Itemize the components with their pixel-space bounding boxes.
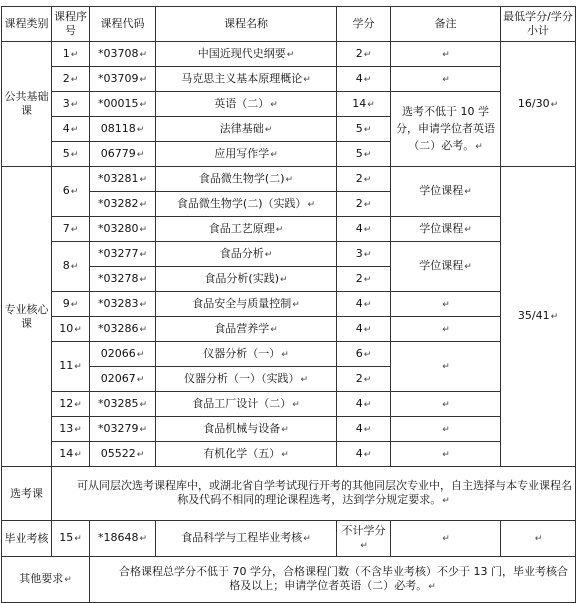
code-cell: 06779↵ bbox=[90, 142, 156, 167]
note-public-elective: 选考不低于 10 学分，申请学位者英语（二）必考。↵ bbox=[391, 92, 501, 167]
seq-cell: 10↵ bbox=[52, 317, 90, 342]
name-cell: 有机化学（五）↵ bbox=[156, 442, 337, 467]
table-row bbox=[2, 392, 576, 417]
credit-cell: 4↵ bbox=[337, 392, 391, 417]
note-cell: ↵ bbox=[391, 442, 501, 467]
credit-cell: 2↵ bbox=[337, 367, 391, 392]
code-cell: 05522↵ bbox=[90, 442, 156, 467]
table-row bbox=[2, 42, 576, 67]
header-note: 备注 bbox=[391, 7, 501, 42]
credit-cell: 5↵ bbox=[337, 142, 391, 167]
code-cell: *03285↵ bbox=[90, 392, 156, 417]
note-cell: ↵ bbox=[391, 292, 501, 317]
seq-cell: 14↵ bbox=[52, 442, 90, 467]
seq-cell: 15↵ bbox=[52, 521, 90, 557]
code-cell: *03282↵ bbox=[90, 192, 156, 217]
code-cell: *03277↵ bbox=[90, 242, 156, 267]
seq-cell: 5↵ bbox=[52, 142, 90, 167]
credit-cell: 2↵ bbox=[337, 167, 391, 192]
credit-cell: 4↵ bbox=[337, 292, 391, 317]
course-plan-table bbox=[1, 6, 576, 603]
name-cell: 应用写作学↵ bbox=[156, 142, 337, 167]
note-cell: ↵ bbox=[391, 521, 501, 557]
name-cell: 食品机械与设备↵ bbox=[156, 417, 337, 442]
code-cell: *18648↵ bbox=[90, 521, 156, 557]
note-cell: ↵ bbox=[391, 392, 501, 417]
code-cell: *03280↵ bbox=[90, 217, 156, 242]
name-cell: 食品营养学↵ bbox=[156, 317, 337, 342]
name-cell: 食品分析(实践)↵ bbox=[156, 267, 337, 292]
seq-cell: 3↵ bbox=[52, 92, 90, 117]
name-cell: 食品科学与工程毕业考核↵ bbox=[156, 521, 337, 557]
name-cell: 英语（二）↵ bbox=[156, 92, 337, 117]
header-row bbox=[2, 7, 576, 42]
credit-cell: 4↵ bbox=[337, 417, 391, 442]
note-cell: ↵ bbox=[391, 317, 501, 342]
table-row bbox=[2, 342, 576, 367]
note-cell: ↵ bbox=[391, 342, 501, 392]
note-degree: 学位课程↵ bbox=[391, 167, 501, 217]
header-name: 课程名称 bbox=[156, 7, 337, 42]
note-cell: ↵ bbox=[391, 417, 501, 442]
graduation-row bbox=[2, 521, 576, 557]
credit-cell: 4↵ bbox=[337, 67, 391, 92]
code-cell: *03283↵ bbox=[90, 292, 156, 317]
name-cell: 马克思主义基本原理概论↵ bbox=[156, 67, 337, 92]
table-row bbox=[2, 317, 576, 342]
credit-cell: 2↵ bbox=[337, 192, 391, 217]
note-degree: 学位课程↵ bbox=[391, 217, 501, 242]
seq-cell: 13↵ bbox=[52, 417, 90, 442]
table-row bbox=[2, 417, 576, 442]
seq-cell: 8↵ bbox=[52, 242, 90, 292]
note-degree: 学位课程↵ bbox=[391, 242, 501, 292]
note-cell: ↵ bbox=[391, 42, 501, 67]
other-row bbox=[2, 557, 576, 603]
min-credit-major: 35/41↵ bbox=[501, 167, 576, 467]
credit-cell: 4↵ bbox=[337, 442, 391, 467]
table-row bbox=[2, 92, 576, 117]
name-cell: 食品安全与质量控制↵ bbox=[156, 292, 337, 317]
seq-cell: 4↵ bbox=[52, 117, 90, 142]
name-cell: 食品工厂设计（二）↵ bbox=[156, 392, 337, 417]
table-row bbox=[2, 242, 576, 267]
name-cell: 食品分析↵ bbox=[156, 242, 337, 267]
code-cell: 02066↵ bbox=[90, 342, 156, 367]
seq-cell: 7↵ bbox=[52, 217, 90, 242]
code-cell: *00015↵ bbox=[90, 92, 156, 117]
min-credit-public: 16/30↵ bbox=[501, 42, 576, 167]
header-min-credit: 最低学分/学分小计 bbox=[501, 7, 576, 42]
code-cell: *03278↵ bbox=[90, 267, 156, 292]
code-cell: *03279↵ bbox=[90, 417, 156, 442]
category-elective: 选考课 bbox=[2, 467, 52, 521]
credit-cell: 6↵ bbox=[337, 342, 391, 367]
seq-cell: 9↵ bbox=[52, 292, 90, 317]
category-major: 专业核心课 bbox=[2, 167, 52, 467]
credit-cell: 不计学分↵ bbox=[337, 521, 391, 557]
seq-cell: 11↵ bbox=[52, 342, 90, 392]
name-cell: 法律基础↵ bbox=[156, 117, 337, 142]
name-cell: 食品微生物学(二)↵ bbox=[156, 167, 337, 192]
name-cell: 食品微生物学(二)（实践）↵ bbox=[156, 192, 337, 217]
name-cell: 仪器分析（一）（实践）↵ bbox=[156, 367, 337, 392]
header-code: 课程代码 bbox=[90, 7, 156, 42]
code-cell: *03281↵ bbox=[90, 167, 156, 192]
table-row bbox=[2, 442, 576, 467]
table-row bbox=[2, 292, 576, 317]
table-row bbox=[2, 217, 576, 242]
elective-row bbox=[2, 467, 576, 521]
credit-cell: 3↵ bbox=[337, 242, 391, 267]
credit-cell: 2↵ bbox=[337, 267, 391, 292]
seq-cell: 12↵ bbox=[52, 392, 90, 417]
code-cell: 08118↵ bbox=[90, 117, 156, 142]
seq-cell: 2↵ bbox=[52, 67, 90, 92]
credit-cell: 5↵ bbox=[337, 117, 391, 142]
name-cell: 中国近现代史纲要↵ bbox=[156, 42, 337, 67]
name-cell: 仪器分析（一）↵ bbox=[156, 342, 337, 367]
min-credit-cell: ↵ bbox=[501, 521, 576, 557]
header-seq: 课程序号 bbox=[52, 7, 90, 42]
category-other: 其他要求↵ bbox=[2, 557, 90, 603]
table-row bbox=[2, 167, 576, 192]
note-cell: ↵ bbox=[391, 67, 501, 92]
seq-cell: 1↵ bbox=[52, 42, 90, 67]
other-text: 合格课程总学分不低于 70 学分，合格课程门数（不含毕业考核）不少于 13 门，毕业考核合格及以上；申请学位者英语（二）必考。↵ bbox=[90, 557, 576, 603]
code-cell: *03708↵ bbox=[90, 42, 156, 67]
table-row bbox=[2, 67, 576, 92]
credit-cell: 14↵ bbox=[337, 92, 391, 117]
category-graduation: 毕业考核 bbox=[2, 521, 52, 557]
code-cell: *03286↵ bbox=[90, 317, 156, 342]
header-category: 课程类别 bbox=[2, 7, 52, 42]
code-cell: *03709↵ bbox=[90, 67, 156, 92]
seq-cell: 6↵ bbox=[52, 167, 90, 217]
header-credit: 学分 bbox=[337, 7, 391, 42]
name-cell: 食品工艺原理↵ bbox=[156, 217, 337, 242]
credit-cell: 4↵ bbox=[337, 317, 391, 342]
credit-cell: 4↵ bbox=[337, 217, 391, 242]
category-public: 公共基础课 bbox=[2, 42, 52, 167]
elective-text: 可从同层次选考课程库中，或湖北省自学考试现行开考的其他同层次专业中，自主选择与本专业课程名称及代码不相同的理论课程选考，达到学分规定要求。↵ bbox=[52, 467, 576, 521]
credit-cell: 2↵ bbox=[337, 42, 391, 67]
code-cell: 02067↵ bbox=[90, 367, 156, 392]
